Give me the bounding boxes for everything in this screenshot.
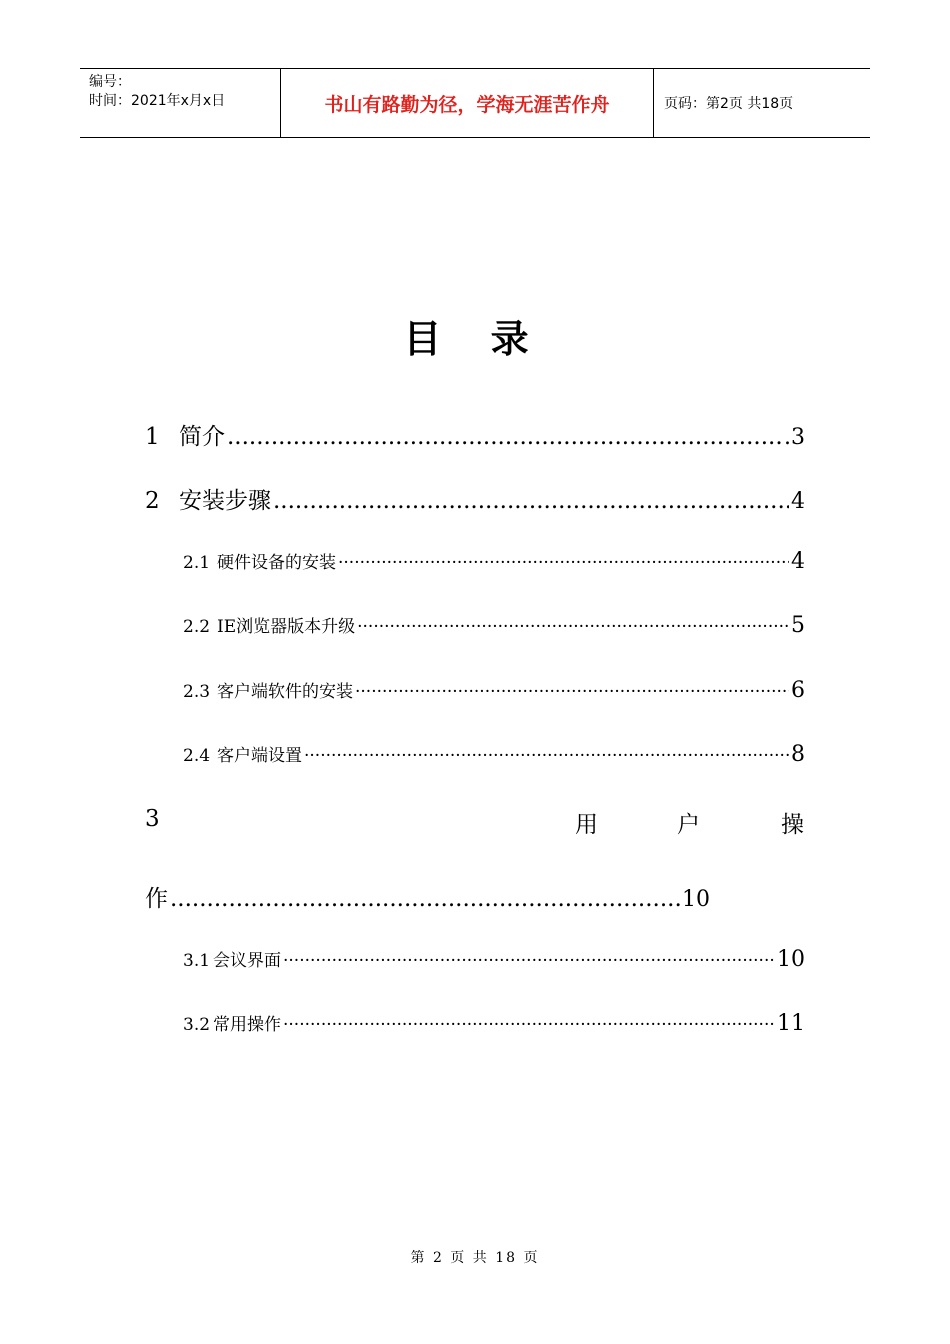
toc-entry-text-part: 户	[677, 812, 700, 838]
header-meta	[80, 69, 281, 137]
toc-leader-dots	[357, 617, 789, 637]
toc-entry-text: 简介	[179, 424, 225, 450]
toc-entry-2-2[interactable]	[183, 612, 805, 646]
toc-entry-number: 3	[145, 806, 160, 832]
toc-entry-text: 安装步骤	[179, 488, 271, 514]
toc-entry-page: 10	[777, 947, 805, 972]
toc-entry-number: 2.4	[183, 746, 211, 766]
toc-entry-number: 2.3	[183, 682, 211, 702]
toc-entry-page: 6	[791, 678, 805, 703]
toc-entry-text: 常用操作	[213, 1015, 281, 1035]
toc-entry-text: 作	[145, 886, 168, 912]
toc-entry-2-3[interactable]	[183, 677, 805, 711]
header-number-label: 编号：	[89, 74, 131, 90]
toc-leader-dots	[355, 682, 789, 702]
toc-entry-number: 2.1	[183, 553, 211, 573]
toc-entry-2-4[interactable]	[183, 741, 805, 775]
toc-entry-number: 2.2	[183, 617, 211, 637]
toc-entry-2[interactable]	[145, 482, 805, 516]
toc-leader-dots	[170, 886, 680, 912]
toc-entry-page: 4	[791, 489, 805, 514]
toc-entry-text: 硬件设备的安装	[217, 553, 336, 573]
header-page-info: 页码：第2页 共18页	[664, 96, 794, 112]
toc-entry-text: 客户端软件的安装	[217, 682, 353, 702]
page-footer: 第 2 页 共 18 页	[410, 1250, 540, 1266]
toc-entry-page: 8	[791, 742, 805, 767]
toc-leader-dots	[338, 553, 789, 573]
toc-entry-number: 1	[145, 424, 160, 450]
toc-entry-number: 3.1	[183, 951, 211, 971]
toc-entry-page: 11	[777, 1011, 805, 1036]
toc-leader-dots	[283, 951, 775, 971]
toc-entry-text: 会议界面	[213, 951, 281, 971]
toc-entry-page: .3	[784, 425, 805, 450]
header-motto: 书山有路勤为径，学海无涯苦作舟	[281, 69, 654, 137]
toc-leader-dots	[304, 746, 789, 766]
toc-leader-dots	[273, 488, 789, 514]
toc-leader-dots	[227, 424, 782, 450]
toc-entry-3-2[interactable]	[183, 1010, 805, 1044]
toc-entry-text: 客户端设置	[217, 746, 302, 766]
toc-entry-2-1[interactable]	[183, 548, 805, 582]
toc-entry-number: 2	[145, 488, 160, 514]
toc-entry-text-part: 用	[575, 812, 598, 838]
toc-entry-text: IE浏览器版本升级	[217, 617, 356, 637]
toc-leader-dots	[283, 1015, 775, 1035]
toc-entry-1[interactable]	[145, 418, 805, 452]
toc-entry-page: 4	[791, 549, 805, 574]
header-time-label: 时间：2021年x月x日	[89, 93, 226, 109]
toc-entry-page: 5	[791, 613, 805, 638]
toc-entry-number: 3.2	[183, 1015, 211, 1035]
toc-title: 目 录	[403, 317, 547, 361]
toc-entry-text-part: 操	[781, 812, 804, 838]
toc-entry-3-1[interactable]	[183, 946, 805, 980]
toc-entry-3-justified[interactable]	[145, 806, 805, 840]
toc-entry-3-continued[interactable]	[145, 880, 710, 914]
toc-entry-page: 10	[682, 887, 710, 912]
page-header	[80, 68, 870, 138]
